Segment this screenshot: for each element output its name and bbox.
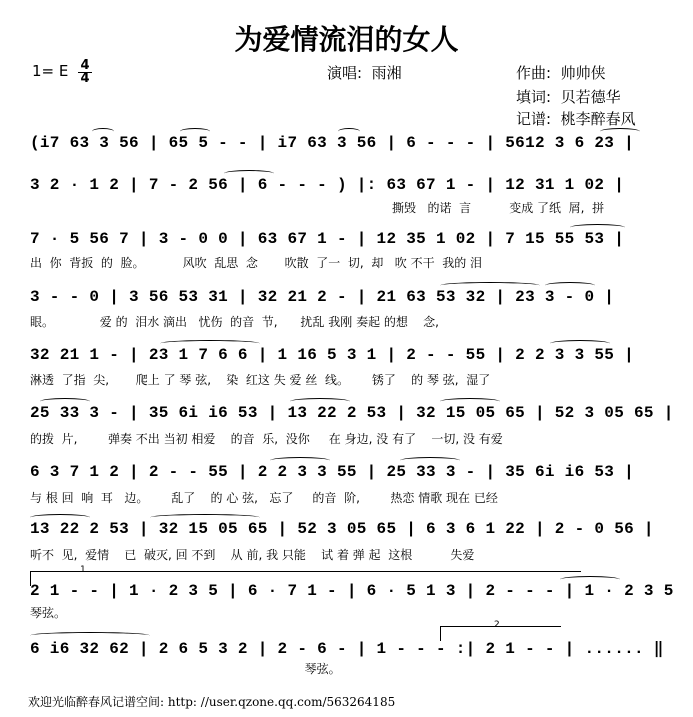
slur-mark [180, 128, 210, 135]
slur-mark [270, 457, 330, 464]
notation-line-3: 7 · 5 56 7 | 3 - 0 0 | 63 67 1 - | 12 35 1 02 | 7 15 55 53 | [30, 230, 625, 248]
notation-line-5: 32 21 1 - | 23 1 7 6 6 | 1 16 5 3 1 | 2 - - 55 | 2 2 3 3 55 | [30, 346, 634, 364]
slur-mark [150, 514, 260, 521]
notation-line-8: 13 22 2 53 | 32 15 05 65 | 52 3 05 65 | 6 3 6 1 22 | 2 - 0 56 | [30, 520, 654, 538]
slur-mark [30, 514, 90, 521]
lyrics-line-6: 的拨 片, 弹奏 不出 当初 相爱 的音 乐, 没你 在 身边, 没 有了 一切, 没 有爱 [30, 432, 503, 446]
song-title: 为爱情流泪的女人 [234, 23, 459, 56]
lyricist-credit: 填词: 贝若德华 [516, 88, 621, 106]
notation-line-9: 2 1 - - | 1 · 2 3 5 | 6 · 7 1 - | 6 · 5 1 3 | 2 - - - | 1 · 2 3 5 [30, 582, 674, 600]
lyrics-line-3: 出 你 背扳 的 脸。 风吹 乱思 念 吹散 了一 切, 却 吹 不干 我的 泪 [30, 256, 483, 270]
lyrics-line-10: 琴弦。 [30, 662, 341, 676]
slur-mark [224, 170, 274, 177]
key-signature: 1= E [32, 62, 69, 80]
notation-line-7: 6 3 7 1 2 | 2 - - 55 | 2 2 3 3 55 | 25 33 3 - | 35 6i i6 53 | [30, 463, 634, 481]
slur-mark [290, 398, 350, 405]
first-ending-number: 1 [80, 565, 86, 575]
transcriber-credit: 记谱: 桃李醉春风 [516, 110, 636, 128]
time-signature-numerator: 4 [80, 58, 90, 73]
slur-mark [400, 457, 460, 464]
notation-line-6: 25 33 3 - | 35 6i i6 53 | 13 22 2 53 | 32 15 05 65 | 52 3 05 65 | [30, 404, 674, 422]
lyrics-line-8: 听不 见, 爱情 已 破灭, 回 不到 从 前, 我 只能 试 着 弹 起 这根 失爱 [30, 548, 475, 562]
lyrics-line-7: 与 根 回 响 耳 边。 乱了 的 心 弦, 忘了 的音 阶, 热恋 情歌 现在 已经 [30, 491, 498, 505]
lyrics-line-2: 撕毁 的诺 言 变成 了纸 屑, 拼 [392, 201, 605, 215]
footer-website-text: 欢迎光临醉春风记谱空间: http: //user.qzone.qq.com/563264185 [28, 695, 396, 709]
slur-mark [160, 340, 260, 347]
slur-mark [40, 398, 90, 405]
slur-mark [92, 128, 114, 135]
lyrics-line-5: 淋透 了指 尖, 爬上 了 琴 弦, 染 红这 失 爱 丝 线。 锈了 的 琴 弦, 湿了 [30, 373, 491, 387]
time-signature-denominator: 4 [78, 72, 92, 85]
lyrics-line-9: 琴弦。 [30, 606, 67, 620]
slur-mark [30, 632, 150, 639]
slur-mark [440, 398, 500, 405]
notation-line-1: (i7 63 3 56 | 65 5 - - | i7 63 3 56 | 6 - - - | 5612 3 6 23 | [30, 134, 634, 152]
second-ending-number: 2 [494, 620, 500, 630]
slur-mark [600, 128, 640, 135]
notation-line-2: 3 2 · 1 2 | 7 - 2 56 | 6 - - - ) |: 63 67 1 - | 12 31 1 02 | [30, 176, 625, 194]
singer-credit: 演唱: 雨湘 [327, 64, 402, 82]
lyrics-line-4: 眼。 爱 的 泪水 滴出 忧伤 的音 节, 扰乱 我刚 奏起 的想 念, [30, 315, 439, 329]
slur-mark [440, 282, 540, 289]
slur-mark [550, 340, 610, 347]
slur-mark [560, 576, 620, 583]
notation-line-4: 3 - - 0 | 3 56 53 31 | 32 21 2 - | 21 63 53 32 | 23 3 - 0 | [30, 288, 615, 306]
composer-credit: 作曲: 帅帅侠 [516, 64, 606, 82]
slur-mark [545, 282, 595, 289]
slur-mark [338, 128, 360, 135]
notation-line-10: 6 i6 32 62 | 2 6 5 3 2 | 2 - 6 - | 1 - - - :| 2 1 - - | ...... ‖ [30, 640, 664, 658]
slur-mark [570, 224, 625, 231]
